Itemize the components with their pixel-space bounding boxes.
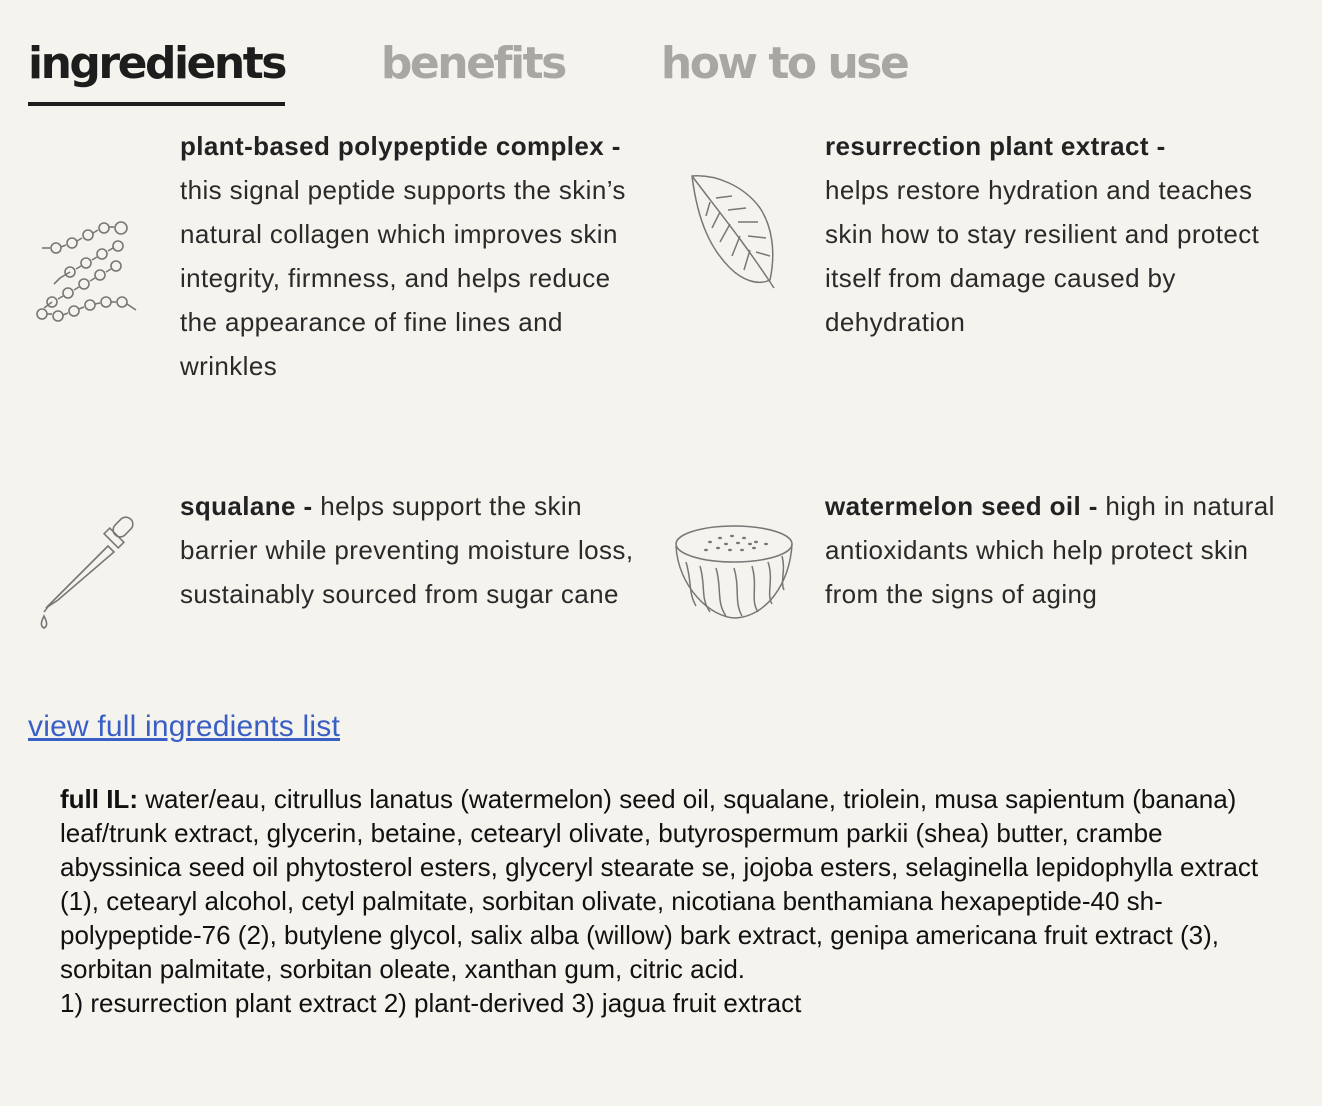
ingredient-description <box>180 124 640 388</box>
ingredient-name: plant-based polypeptide complex - <box>180 131 621 161</box>
peptide-chain-icon <box>30 214 146 334</box>
full-il-label: full IL: <box>60 784 138 814</box>
ingredient-name: squalane - <box>180 491 313 521</box>
watermelon-icon <box>670 522 796 622</box>
leaf-icon <box>686 172 778 290</box>
tab-how-to-use[interactable]: how to use <box>660 38 908 89</box>
tab-bar <box>28 36 907 108</box>
tab-ingredients[interactable]: ingredients <box>28 36 285 108</box>
view-full-ingredients-link[interactable]: view full ingredients list <box>28 710 340 743</box>
ingredient-text: high in natural antioxidants which help protect skin from the signs of aging <box>825 491 1275 609</box>
ingredient-text: this signal peptide supports the skin’s natural collagen which improves skin integrity, firmness, and helps reduce the appearance of fine lines and wrinkles <box>180 175 626 381</box>
ingredient-description <box>825 484 1295 616</box>
full-il-notes: 1) resurrection plant extract 2) plant-derived 3) jagua fruit extract <box>60 988 802 1018</box>
ingredient-text: helps support the skin barrier while preventing moisture loss, sustainably sourced from sugar cane <box>180 491 634 609</box>
full-ingredients-list <box>60 782 1270 1020</box>
ingredient-text: helps restore hydration and teaches skin how to stay resilient and protect itself from damage caused by dehydration <box>825 175 1260 337</box>
ingredient-description <box>825 124 1295 344</box>
ingredient-name: resurrection plant extract - <box>825 131 1166 161</box>
tab-benefits[interactable]: benefits <box>380 38 565 89</box>
dropper-icon <box>34 512 138 634</box>
ingredient-description <box>180 484 650 616</box>
ingredient-name: watermelon seed oil - <box>825 491 1098 521</box>
full-il-text: water/eau, citrullus lanatus (watermelon) seed oil, squalane, triolein, musa sapientum (banana) leaf/trunk extract, glycerin, betaine, cetearyl olivate, butyrospermum parkii (shea) butter, crambe abyssinica seed oil phytosterol esters, glyceryl stearate se, jojoba esters, selaginella lepidophylla extract (1), cetearyl alcohol, cetyl palmitate, sorbitan olivate, nicotiana benthamiana hexapeptide-40 sh-polypeptide-76 (2), butylene glycol, salix alba (willow) bark extract, genipa americana fruit extract (3), sorbitan palmitate, sorbitan oleate, xanthan gum, citric acid. <box>60 784 1259 984</box>
